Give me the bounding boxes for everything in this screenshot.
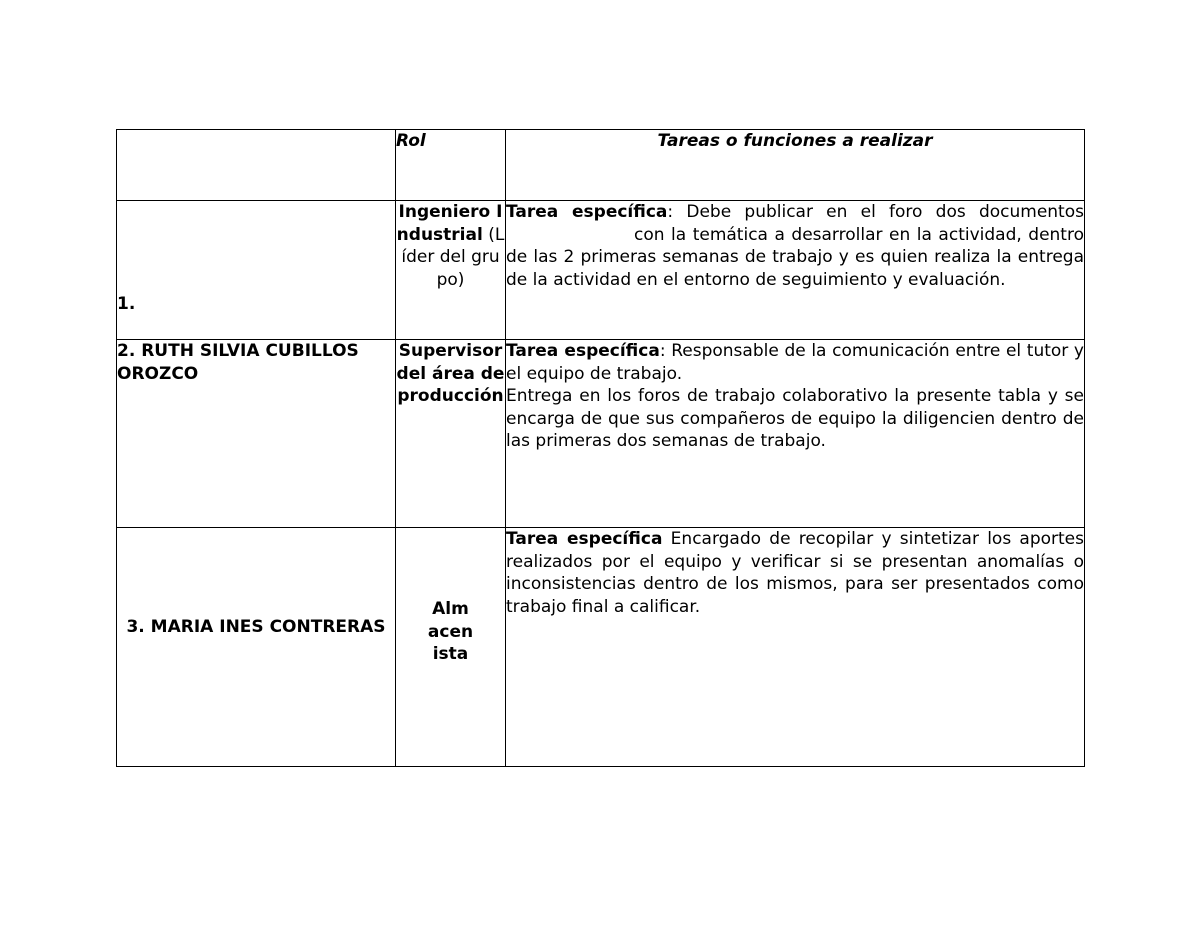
role-title: Ingeniero Industrial: [396, 202, 503, 245]
member-cell: [117, 201, 396, 340]
table-row: [117, 340, 1085, 528]
task-paragraph: [506, 201, 1084, 291]
table-row: [117, 528, 1085, 767]
member-cell: [117, 340, 396, 528]
task-label: Tarea específica: [506, 341, 660, 361]
header-role: Rol: [396, 130, 506, 201]
header-member: [117, 130, 396, 201]
task-text: Debe publicar en el foro dos documentos: [686, 202, 1084, 222]
table-row: [117, 201, 1085, 340]
member-name: 2. RUTH SILVIA CUBILLOS OROZCO: [117, 341, 359, 384]
task-text-continued: con la temática a desarrollar en la actividad, dentro de las 2 primeras semanas de trabajo y es quien realiza la entrega de la actividad en el entorno de seguimiento y evaluación.: [506, 224, 1084, 290]
task-text: Responsable de la comunicación entre el tutor y el equipo de trabajo.: [506, 341, 1084, 384]
task-paragraph-2: Entrega en los foros de trabajo colaborativo la presente tabla y se encarga de que sus compañeros de equipo la diligencien dentro de las primeras dos semanas de trabajo.: [506, 386, 1084, 451]
roles-table: [116, 129, 1085, 767]
role-note: (Líder del grupo): [401, 224, 505, 290]
task-separator: :: [667, 202, 674, 222]
member-name: 1.: [117, 293, 136, 314]
table-header-row: [117, 130, 1085, 201]
task-cell: [506, 528, 1085, 767]
role-cell: [396, 340, 506, 528]
role-title: Almacenista: [427, 599, 474, 665]
task-cell: [506, 201, 1085, 340]
member-cell: [117, 528, 396, 767]
role-cell: [396, 201, 506, 340]
task-paragraph: [506, 528, 1084, 618]
task-label: Tarea específica: [506, 202, 668, 222]
task-separator: :: [659, 341, 666, 361]
role-cell: [396, 528, 506, 767]
task-text: Encargado de recopilar y sintetizar los aportes realizados por el equipo y verificar si se presentan anomalías o inconsistencias dentro de los mismos, para ser presentados como trabajo final a calificar.: [506, 529, 1084, 617]
task-cell: [506, 340, 1085, 528]
member-name: 3. MARIA INES CONTRERAS: [126, 616, 386, 637]
role-title: Supervisor del área de producción: [396, 341, 505, 406]
task-label: Tarea específica: [506, 529, 663, 549]
header-tasks: Tareas o funciones a realizar: [506, 130, 1085, 201]
task-paragraph: [506, 340, 1084, 385]
